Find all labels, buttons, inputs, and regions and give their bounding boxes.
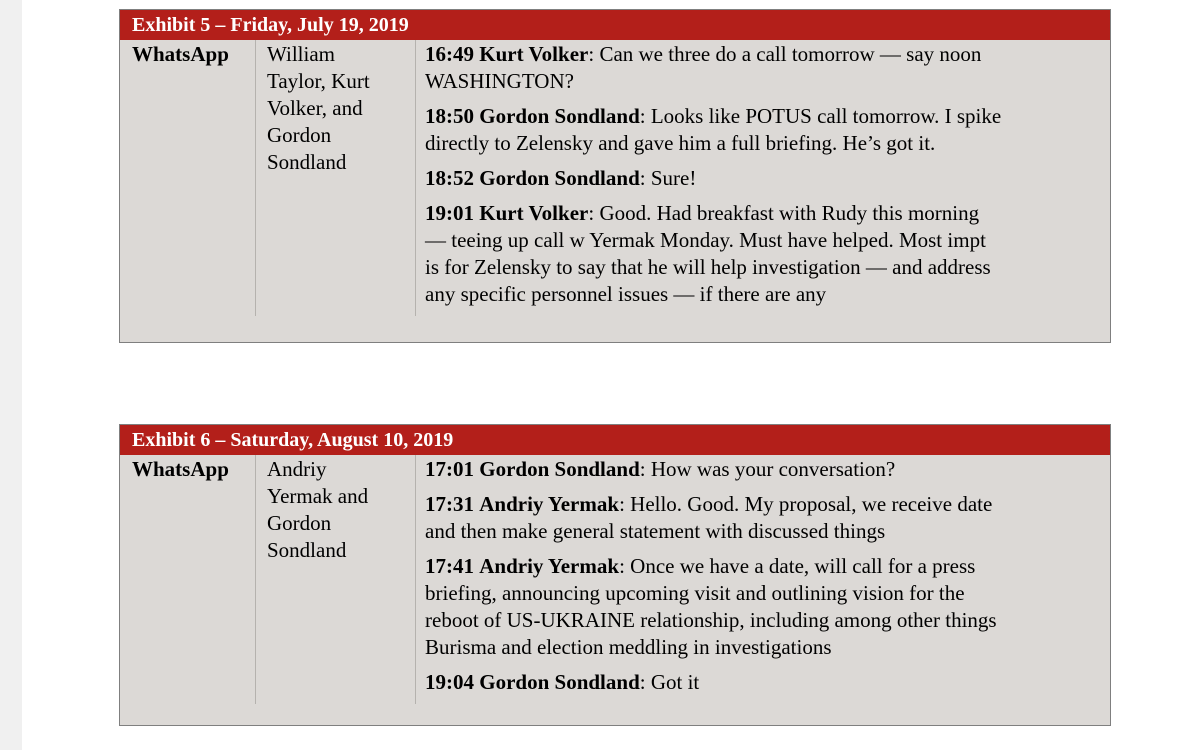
participants xyxy=(256,40,416,316)
message-text: Hello. Good. My proposal, we receive date xyxy=(630,492,993,516)
message-time: 19:01 xyxy=(425,201,474,225)
message-sender: Gordon Sondland xyxy=(479,670,640,694)
participants-line: Taylor, Kurt xyxy=(267,69,370,93)
message-text: directly to Zelensky and gave him a full briefing. He’s got it. xyxy=(425,131,936,155)
message-list xyxy=(416,455,1110,704)
participants-line: William xyxy=(267,42,335,66)
message-sender: Kurt Volker xyxy=(479,201,589,225)
message-line: 16:49 Kurt Volker: Can we three do a call tomorrow — say noon xyxy=(425,42,982,66)
participants-line: Sondland xyxy=(267,538,347,562)
message-text: Good. Had breakfast with Rudy this morning xyxy=(599,201,980,225)
participants-line: Gordon xyxy=(267,123,332,147)
message-time: 16:49 xyxy=(425,42,474,66)
app-name: WhatsApp xyxy=(120,40,256,316)
message-line: 17:31 Andriy Yermak: Hello. Good. My proposal, we receive date xyxy=(425,492,993,516)
message-time: 18:50 xyxy=(425,104,474,128)
message-line: 17:01 Gordon Sondland: How was your conversation? xyxy=(425,457,896,481)
message-text: Sure! xyxy=(650,166,697,190)
message-entry xyxy=(425,491,1098,545)
message-line: 18:50 Gordon Sondland: Looks like POTUS call tomorrow. I spike xyxy=(425,104,1002,128)
message-sender: Andriy Yermak xyxy=(479,554,620,578)
message-text: Burisma and election meddling in investigations xyxy=(425,635,832,659)
message-line: 19:04 Gordon Sondland: Got it xyxy=(425,670,700,694)
app-name: WhatsApp xyxy=(120,455,256,704)
message-text: Got it xyxy=(650,670,700,694)
message-text: — teeing up call w Yermak Monday. Must have helped. Most impt xyxy=(425,228,986,252)
message-text: Can we three do a call tomorrow — say noon xyxy=(599,42,982,66)
message-text: any specific personnel issues — if there are any xyxy=(425,282,827,306)
message-text: WASHINGTON? xyxy=(425,69,574,93)
message-sender: Gordon Sondland xyxy=(479,166,640,190)
message-entry xyxy=(425,669,1098,696)
message-line: 18:52 Gordon Sondland: Sure! xyxy=(425,166,697,190)
message-sender: Gordon Sondland xyxy=(479,457,640,481)
participants-line: Gordon xyxy=(267,511,332,535)
exhibit-header: Exhibit 6 – Saturday, August 10, 2019 xyxy=(120,425,1110,455)
message-entry xyxy=(425,41,1098,95)
message-entry xyxy=(425,165,1098,192)
message-sender: Gordon Sondland xyxy=(479,104,640,128)
message-entry xyxy=(425,103,1098,157)
message-list xyxy=(416,40,1110,316)
document-page xyxy=(22,0,1200,750)
participants-line: Yermak and xyxy=(267,484,369,508)
message-sender: Andriy Yermak xyxy=(479,492,620,516)
message-text: reboot of US-UKRAINE relationship, including among other things xyxy=(425,608,997,632)
message-time: 18:52 xyxy=(425,166,474,190)
message-time: 17:01 xyxy=(425,457,474,481)
message-text: and then make general statement with discussed things xyxy=(425,519,886,543)
message-text: is for Zelensky to say that he will help investigation — and address xyxy=(425,255,991,279)
message-text: Looks like POTUS call tomorrow. I spike xyxy=(650,104,1002,128)
participants xyxy=(256,455,416,704)
message-time: 19:04 xyxy=(425,670,474,694)
participants-line: Andriy xyxy=(267,457,327,481)
message-sender: Kurt Volker xyxy=(479,42,589,66)
message-time: 17:41 xyxy=(425,554,474,578)
message-entry xyxy=(425,456,1098,483)
message-text: Once we have a date, will call for a press xyxy=(630,554,976,578)
exhibit-6-table xyxy=(119,424,1111,726)
message-text: How was your conversation? xyxy=(650,457,896,481)
participants-line: Sondland xyxy=(267,150,347,174)
exhibit-row xyxy=(120,40,1110,316)
exhibit-header: Exhibit 5 – Friday, July 19, 2019 xyxy=(120,10,1110,40)
message-line: 17:41 Andriy Yermak: Once we have a date, will call for a press xyxy=(425,554,976,578)
exhibit-5-table xyxy=(119,9,1111,343)
message-entry xyxy=(425,200,1098,308)
message-time: 17:31 xyxy=(425,492,474,516)
message-text: briefing, announcing upcoming visit and outlining vision for the xyxy=(425,581,965,605)
message-line: 19:01 Kurt Volker: Good. Had breakfast with Rudy this morning xyxy=(425,201,980,225)
participants-line: Volker, and xyxy=(267,96,363,120)
message-entry xyxy=(425,553,1098,661)
exhibit-row xyxy=(120,455,1110,704)
